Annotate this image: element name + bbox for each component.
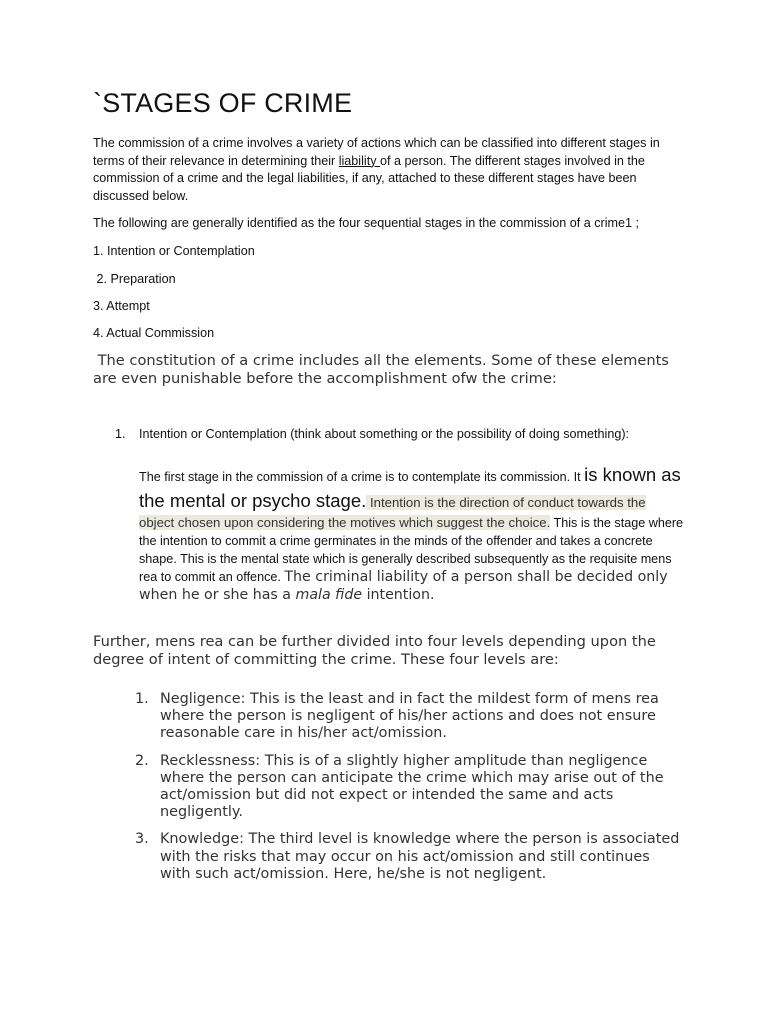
constitution-paragraph: The constitution of a crime includes all the elements. Some of these elements are even punishable before the accomplishment ofw the crime: — [93, 352, 674, 387]
stage-item: 3. Attempt — [93, 299, 150, 313]
section-body — [139, 462, 684, 604]
page-title: `STAGES OF CRIME — [93, 88, 353, 118]
levels-list — [135, 691, 680, 883]
list-text: Negligence: This is the least and in fact the mildest form of mens rea where the person is negligent of his/her actions and does not ensure reasonable care in his/her act/omission. — [160, 691, 659, 742]
list-number: 2. — [135, 752, 149, 769]
further-paragraph: Further, mens rea can be further divided into four levels depending upon the degree of intent of committing the crime. These four levels are: — [93, 633, 656, 668]
italic-term: mala fide — [295, 587, 363, 603]
list-item — [135, 831, 680, 883]
intro-text: The commission of a crime involves a variety of actions which can be classified into different stages in terms of their relevance in determining their — [93, 136, 660, 168]
section-heading — [115, 426, 629, 443]
large-text: is known as the mental or psycho stage. — [139, 464, 681, 511]
intro-paragraph — [93, 135, 683, 205]
intro-text-cont: of a person. The different stages involved in the commission of a crime and the legal liabilities, if any, attached to these different stages have been discussed below. — [93, 153, 645, 203]
list-item — [135, 753, 680, 822]
body-text: The first stage in the commission of a crime is to contemplate its commission. It — [139, 470, 585, 484]
stage-item: 1. Intention or Contemplation — [93, 244, 255, 258]
stage-item: 2. Preparation — [93, 272, 176, 286]
list-text: Recklessness: This is of a slightly higher amplitude than negligence where the person can anticipate the crime which may arise out of the act/omission but did not expect or intended the same and acts negligently. — [160, 752, 664, 821]
liability-link[interactable]: liability — [338, 153, 380, 168]
section-heading-text: Intention or Contemplation (think about something or the possibility of doing something): — [139, 427, 630, 441]
section-number: 1. — [115, 427, 126, 441]
liability-text-end: intention. — [362, 587, 435, 603]
liability-text: The criminal liability of a person shall be decided only when he or she has a — [139, 569, 668, 603]
body-text: This is the stage where the intention to commit a crime germinates in the minds of the offender and takes a concrete shape. This is the mental state which is generally described subsequently as the requisite mens rea to commit an offence. — [139, 516, 684, 584]
stage-item: 4. Actual Commission — [93, 326, 215, 340]
following-paragraph: The following are generally identified as the four sequential stages in the commission of a crime1 ; — [93, 216, 640, 230]
list-number: 3. — [135, 831, 149, 848]
list-item — [135, 691, 680, 743]
list-number: 1. — [135, 691, 149, 707]
highlighted-text: Intention is the direction of conduct towards the object chosen upon considering the motives which suggest the choice. — [139, 495, 646, 530]
list-text: Knowledge: The third level is knowledge where the person is associated with the risks that may occur on his act/omission and still continues with such act/omission. Here, he/she is not negligent. — [160, 831, 680, 882]
